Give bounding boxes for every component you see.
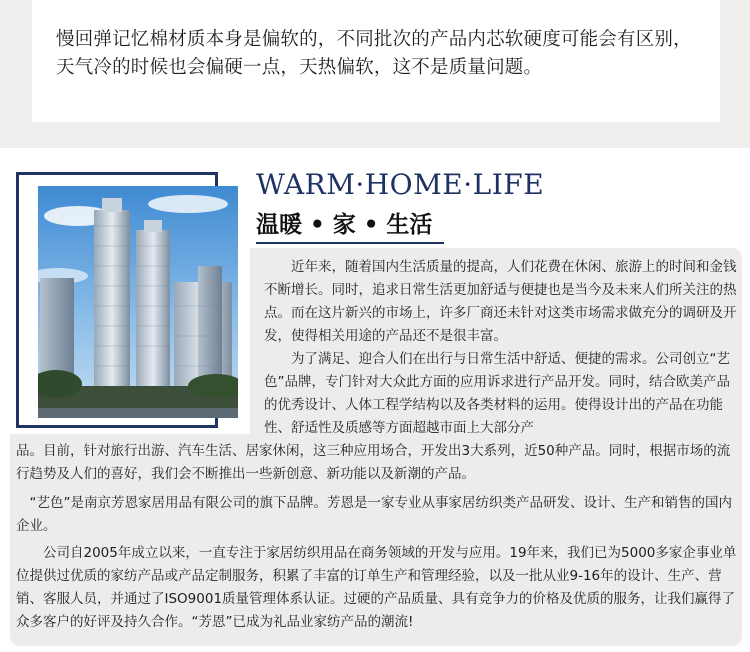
city-skyline-photo: [38, 186, 238, 418]
notice-card: [32, 0, 720, 122]
heading-chinese: 温暖 • 家 • 生活: [256, 212, 433, 238]
brand-paragraph-continued: 品。目前，针对旅行出游、汽车生活、居家休闲，这三种应用场合，开发出3大系列，近50种产品。同时，根据市场的流行趋势及人们的喜好，我们会不断推出一些新创意、新功能以及新潮的产品。: [16, 443, 731, 482]
history-paragraph: 公司自2005年成立以来，一直专注于家居纺织用品在商务领域的开发与应用。19年来，我们已为5000多家企事业单位提供过优质的家纺产品或产品定制服务，积累了丰富的订单生产和管理经验，以及一批从业9-16年的设计、生产、营销、客服人员，并通过了ISO9001质量管理体系认证。过硬的产品质量、具有竞争力的价格及优质的服务，让我们赢得了众多客户的好评及持久合作。“芳恩”已成为礼品业家纺产品的潮流!: [16, 545, 737, 630]
notice-text: 慢回弹记忆棉材质本身是偏软的，不同批次的产品内芯软硬度可能会有区别，天气冷的时候也会偏硬一点，天热偏软，这不是质量问题。: [56, 29, 692, 78]
heading-english: WARM·HOME·LIFE: [256, 168, 545, 201]
intro-paragraph: 近年来，随着国内生活质量的提高，人们花费在休闲、旅游上的时间和金钱不断增长。同时，追求日常生活更加舒适与便捷也是当今及未来人们所关注的热点。而在这片新兴的市场上，许多厂商还未针对这类市场需求做充分的调研及开发，使得相关用途的产品还不是很丰富。: [264, 259, 737, 344]
heading-underline: [256, 242, 444, 244]
company-paragraph: “艺色”是南京芳恩家居用品有限公司的旗下品牌。芳恩是一家专业从事家居纺织类产品研发、设计、生产和销售的国内企业。: [16, 495, 732, 534]
brand-paragraph: 为了满足、迎合人们在出行与日常生活中舒适、便捷的需求。公司创立“艺色”品牌，专门针对大众此方面的应用诉求进行产品开发。同时，结合欧美产品的优秀设计、人体工程学结构以及各类材料的运用。使得设计出的产品在功能性、舒适性及质感等方面超越市面上大部分产: [264, 351, 730, 436]
